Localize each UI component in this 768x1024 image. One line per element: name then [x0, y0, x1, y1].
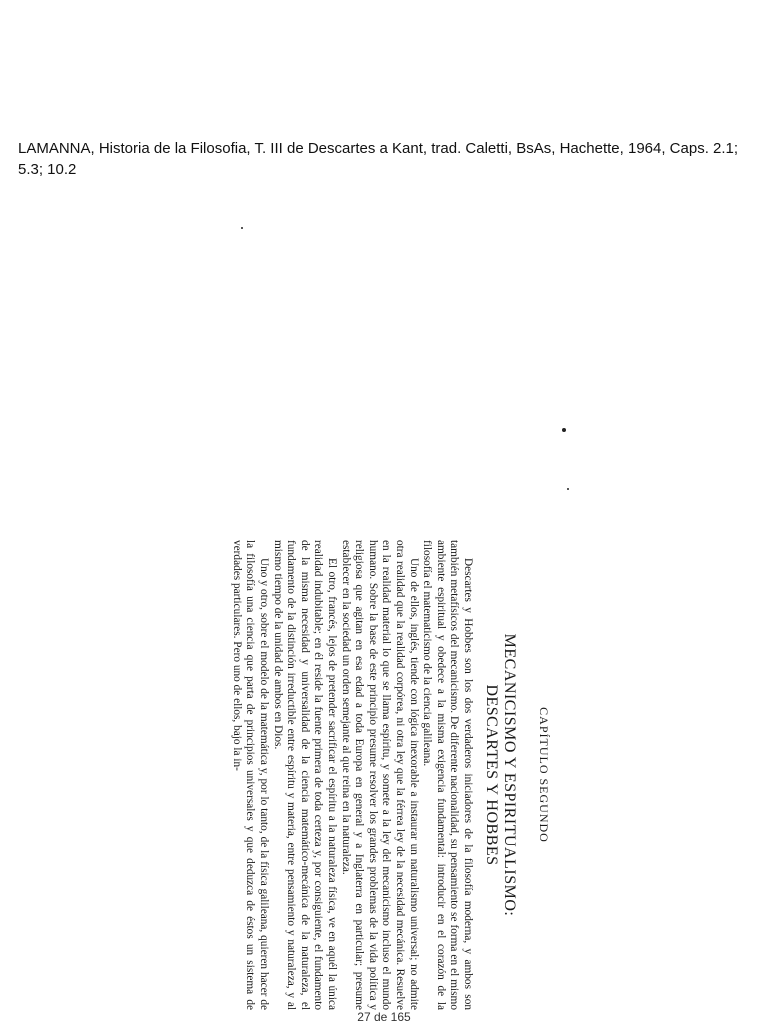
citation-header: LAMANNA, Historia de la Filosofia, T. III de Descartes a Kant, trad. Caletti, BsAs, Hachette, 1964, Caps. 2.1; 5.3; 10.2 [18, 140, 739, 178]
body-paragraph: Uno de ellos, inglés, tiende con lógica inexorable a instaurar un naturalismo universal; no admite otra realidad que la realidad corpórea, ni otra ley que la férrea ley de la necesidad mecánica. Resuelve en la realidad material lo que se llama espíritu, y somete a la ley del mecanicismo incluso el mundo humano. Sobre la base de este principio presume resolver los grandes problemas de la vida política y religiosa que agitan en esa edad a toda Europa en general y a Inglaterra en particular; presume establecer en la sociedad un orden semejante al que reina en la naturaleza. [339, 540, 420, 1010]
chapter-title [482, 540, 518, 1010]
page-indicator: 27 de 165 [357, 1010, 411, 1024]
chapter-body [229, 540, 474, 1010]
rotated-book-page [115, 540, 555, 1010]
chapter-title-line-1: MECANICISMO Y ESPIRITUALISMO: [501, 633, 518, 917]
scan-speck [567, 488, 569, 490]
body-paragraph: Uno y otro, sobre el modelo de la matemática y, por lo tanto, de la física galileana, quieren hacer de la filosofía una ciencia que parta de principios universales y que deduzca de éstos un sistema de verdades particulares. Pero uno de ellos, bajo la in- [230, 540, 271, 1010]
chapter-title-line-2: DESCARTES Y HOBBES [483, 684, 500, 866]
scan-speck [241, 227, 243, 229]
body-paragraph: Descartes y Hobbes son los dos verdaderos iniciadores de la filosofía moderna, y ambos son también metafísicos del mecanicismo. De diferente nacionalidad, su pensamiento se forma en el mismo ambiente espiritual y obedece a la misma exigencia fundamental: introducir en el corazón de la filosofía el matematicismo de la ciencia galileana. [421, 540, 474, 1010]
body-paragraph: El otro, francés, lejos de pretender sacrificar el espíritu a la naturaleza física, ve en aquél la única realidad indubitable; en él reside la fuente primera de toda certeza y, por consiguiente, el fundamento de la misma necesidad y universalidad de la ciencia matemático-mecánica de la naturaleza, el fundamento de la distinción irreductible entre espíritu y materia, entre pensamiento y naturaleza, y al mismo tiempo de la unidad de ambos en Dios. [271, 540, 339, 1010]
chapter-label: CAPÍTULO SEGUNDO [537, 707, 551, 843]
scan-speck [562, 428, 566, 432]
